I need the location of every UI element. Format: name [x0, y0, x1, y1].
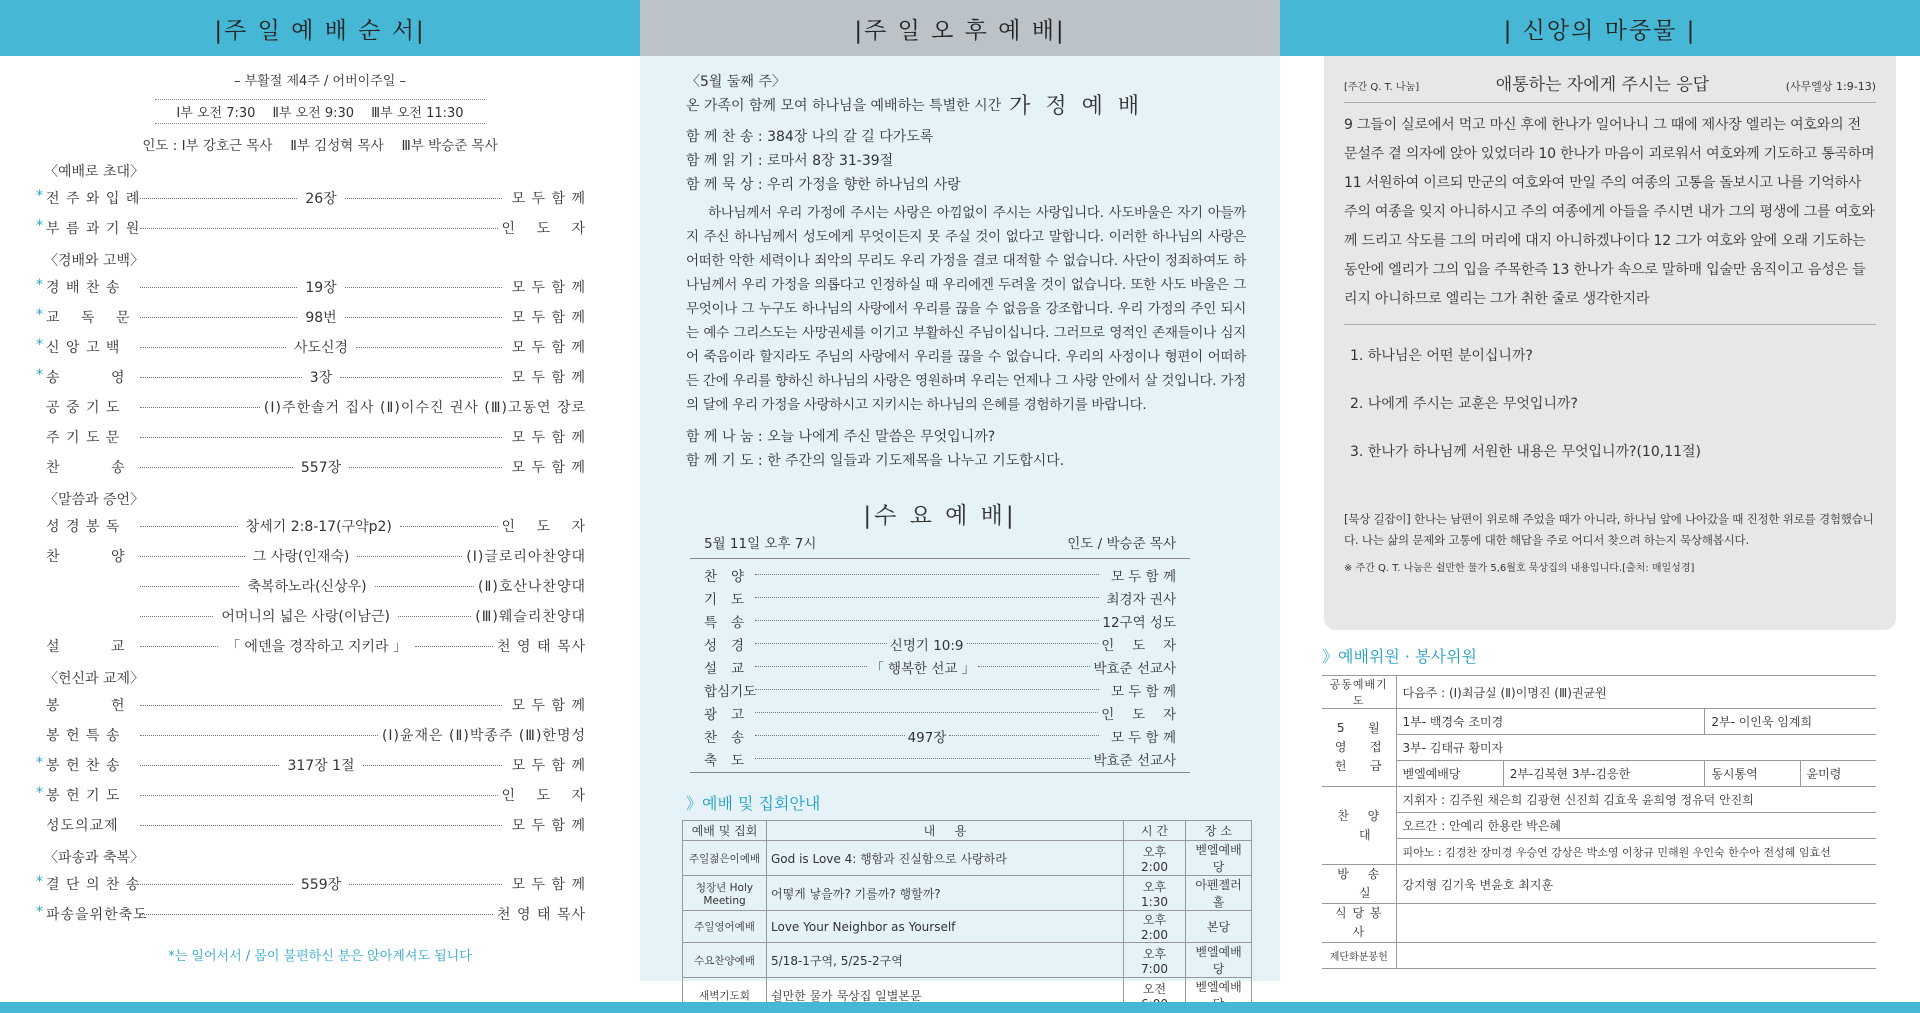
- broadcast-value: 강지형 김기욱 변윤호 최지훈: [1396, 865, 1876, 904]
- order-item-leader: 모 두 함 께: [511, 340, 587, 356]
- order-list: [0, 161, 640, 929]
- order-item-leader: 모 두 함 께: [511, 430, 586, 446]
- info-cell: 주일영어예배: [683, 911, 767, 943]
- order-item-name: * 봉 헌 찬 송: [36, 755, 136, 775]
- info-cell: 새벽기도회: [683, 978, 767, 1013]
- order-item-name: 봉 헌: [46, 698, 126, 714]
- info-cell: 벧엘예배당: [1186, 841, 1252, 876]
- prayer-value: 다음주 : (Ⅰ)최금실 (Ⅱ)이명진 (Ⅲ)권균원: [1396, 676, 1876, 709]
- info-cell: 오후 2:00: [1124, 911, 1186, 943]
- info-header-row: [683, 821, 1252, 841]
- order-item-name: 주 기 도 문: [46, 430, 121, 446]
- order-item-name: * 신 앙 고 백: [36, 337, 136, 357]
- order-row: [36, 452, 586, 482]
- service-committee-title: 》예배위원 · 봉사위원: [1322, 647, 1477, 666]
- order-row: [36, 601, 586, 631]
- qt-tag: [주간 Q. T. 나눔]: [1344, 82, 1420, 93]
- order-item-name: * 파송을위한축도: [36, 904, 136, 924]
- order-row: [36, 392, 586, 422]
- qt-reference: (사무엘상 1:9-13): [1785, 80, 1876, 93]
- prayer-label: 공동예배기도: [1322, 676, 1396, 709]
- table-row: [1322, 865, 1876, 904]
- info-row: [683, 943, 1252, 978]
- service-leaders: 인도 : Ⅰ부 강호근 목사 Ⅱ부 김성혁 목사 Ⅲ부 박승준 목사: [142, 138, 498, 154]
- info-cell: 벧엘예배당: [1186, 943, 1252, 978]
- wednesday-row: [690, 563, 1190, 586]
- choir-piano: 피아노 : 김경찬 장미경 우승연 강상은 박소영 이창규 민해원 우인숙 한수아 전성혜 임효선: [1396, 839, 1876, 865]
- order-item-leader: (Ⅰ)윤재은 (Ⅱ)박종주 (Ⅲ)한명성: [381, 728, 586, 744]
- order-item-name: 성도의교제: [46, 818, 119, 834]
- order-item-name: * 교 독 문: [36, 307, 136, 327]
- order-item-name: 성 경 봉 독: [46, 519, 121, 535]
- info-section-title: 》예배 및 집회안내: [686, 794, 821, 813]
- order-row: [36, 571, 586, 601]
- family-share: 함 께 나 눔 : 오늘 나에게 주신 말씀은 무엇입니까?: [686, 429, 996, 445]
- qt-box: [1324, 56, 1896, 630]
- family-meditation: 함 께 묵 상 : 우리 가정을 향한 하나님의 사랑: [686, 177, 961, 193]
- kitchen-label: 식 당 봉 사: [1322, 904, 1396, 943]
- order-row: [36, 541, 586, 571]
- column-afternoon: [640, 0, 1280, 1003]
- qt-question-3: 3. 한나가 하나님께 서원한 내용은 무엇입니까?(10,11절): [1350, 444, 1701, 460]
- order-item-detail: 317장 1절: [287, 758, 355, 774]
- family-prayer: 함 께 기 도 : 한 주간의 일들과 기도제목을 나누고 기도합시다.: [686, 453, 1065, 469]
- choir-label: 찬 양 대: [1322, 787, 1396, 865]
- order-item-name: * 송 영: [36, 367, 136, 387]
- wednesday-item-name: 기 도: [704, 591, 744, 608]
- greeter-1: 1부- 백경숙 조미경: [1396, 709, 1705, 735]
- order-row: [36, 213, 586, 243]
- info-cell: 오후 7:00: [1124, 943, 1186, 978]
- info-cell: 쉴만한 물가 묵상집 일별본문: [767, 978, 1124, 1013]
- wednesday-item-name: 광 고: [704, 706, 744, 723]
- wednesday-item-leader: 모 두 함 께: [1110, 729, 1176, 746]
- order-item-detail: 98번: [305, 310, 337, 326]
- order-item-name: 찬 송: [46, 460, 126, 476]
- info-header-cell: 내 용: [767, 821, 1124, 841]
- info-cell: 오전: [1124, 978, 1186, 1013]
- info-row: [683, 876, 1252, 911]
- qt-title: 애통하는 자에게 주시는 응답: [1495, 75, 1710, 95]
- order-item-leader: 모 두 함 께: [511, 460, 586, 476]
- wednesday-title: |수 요 예 배|: [863, 503, 1017, 529]
- order-row: [36, 332, 586, 362]
- info-cell: God is Love 4: 행함과 진실함으로 사랑하라: [767, 841, 1124, 876]
- greeter-3: 3부- 김태규 황미자: [1396, 735, 1876, 761]
- wednesday-row: [690, 655, 1190, 678]
- info-cell: 오후 2:00: [1124, 841, 1186, 876]
- order-section-title: 〈파송과 축복〉: [44, 850, 145, 866]
- wednesday-item-leader: 인 도 자: [1101, 637, 1177, 654]
- info-row: [683, 911, 1252, 943]
- info-cell: 본당: [1186, 911, 1252, 943]
- order-row: [36, 362, 586, 392]
- family-intro: 온 가족이 함께 모여 하나님을 예배하는 특별한 시간 가 정 예 배: [686, 94, 1144, 119]
- table-row: [1322, 813, 1876, 839]
- order-row: [36, 780, 586, 810]
- wednesday-row: [690, 678, 1190, 701]
- interpret-label: 동시통역: [1705, 761, 1800, 787]
- wednesday-row: [690, 609, 1190, 632]
- order-item-detail: 어머니의 넓은 사랑(이남근): [221, 609, 390, 625]
- wednesday-date: 5월 11일 오후 7시: [704, 536, 817, 552]
- wednesday-rows: [690, 559, 1190, 770]
- info-cell: 수요찬양예배: [683, 943, 767, 978]
- wednesday-item-name: 축 도: [704, 752, 744, 769]
- wednesday-item-name: 성 경: [704, 637, 744, 654]
- family-reading: 함 께 읽 기 : 로마서 8장 31-39절: [686, 153, 894, 169]
- qt-question-1: 1. 하나님은 어떤 분이십니까?: [1350, 348, 1533, 364]
- wednesday-row: [690, 586, 1190, 609]
- wednesday-item-name: 특 송: [704, 614, 744, 631]
- order-item-leader: 모 두 함 께: [511, 370, 586, 386]
- greeter-2: 2부- 이인욱 임계희: [1705, 709, 1876, 735]
- order-row: [36, 720, 586, 750]
- wednesday-row: [690, 632, 1190, 655]
- order-item-leader: 모 두 함 께: [511, 758, 587, 774]
- order-item-detail: 그 사랑(인재숙): [252, 549, 350, 565]
- order-section-title: 〈경배와 고백〉: [44, 253, 145, 269]
- order-item-leader: 천 영 태 목사: [497, 639, 586, 655]
- order-item-leader: (Ⅰ)주한솔거 집사 (Ⅱ)이수진 권사 (Ⅲ)고동연 장로: [263, 400, 586, 416]
- footer-bar: [0, 1002, 1920, 1013]
- wednesday-item-name: 찬 송: [704, 729, 744, 746]
- sunday-subtitle: – 부활절 제4주 / 어버이주일 –: [234, 74, 406, 89]
- choir-conductor: 지휘자 : 김주원 채은희 김광현 신진희 김효욱 윤희영 정유덕 안진희: [1396, 787, 1876, 813]
- table-row: [1322, 676, 1876, 709]
- info-row: [683, 841, 1252, 876]
- order-row: [36, 899, 586, 929]
- info-cell: 벧엘예배: [1186, 978, 1252, 1013]
- order-item-leader: (Ⅱ)호산나찬양대: [478, 579, 586, 595]
- service-times: Ⅰ부 오전 7:30 Ⅱ부 오전 9:30 Ⅲ부 오전 11:30: [155, 99, 485, 124]
- order-row: [36, 183, 586, 213]
- interpret-value: 윤미령: [1800, 761, 1876, 787]
- order-item-name: 찬 양: [46, 549, 126, 565]
- standing-note: *는 일어서서 / 몸이 불편하신 분은 앉아계셔도 됩니다: [168, 949, 472, 964]
- info-cell: 5/18-1구역, 5/25-2구역: [767, 943, 1124, 978]
- order-item-name: * 결 단 의 찬 송: [36, 874, 136, 894]
- family-hymn: 함 께 찬 송 : 384장 나의 갈 길 다가도록: [686, 129, 934, 145]
- order-row: [36, 272, 586, 302]
- info-header-cell: 장 소: [1186, 821, 1252, 841]
- wednesday-item-leader: 인 도 자: [1101, 706, 1176, 723]
- table-row: [1322, 709, 1876, 735]
- altar-flower-label: 제단화분봉헌: [1322, 943, 1396, 969]
- qt-body: 9 그들이 실로에서 먹고 마신 후에 한나가 일어나니 그 때에 제사장 엘리는 여호와의 전 문설주 곁 의자에 앉아 있었더라 10 한나가 마음이 괴로워서 여호와께 기도하고 통곡하며 11 서원하여 이르되 만군의 여호와여 만일 주의 여종의 고통을 돌보시고 나를 기억하사 주의 여종을 잊지 아니하시고 주의 여종에게 아들을 주시면 내가 그의 평생에 그를 여호와께 드리고 삭도를 그의 머리에 대지 아니하겠나이다 12 그가 여호와 앞에 오래 기도하는 동안에 엘리가 그의 입을 주목한즉 13 한나가 속으로 말하매 입술만 움직이고 음성은 들리지 아니하므로 엘리는 그가 취한 줄로 생각한지라: [1344, 111, 1876, 325]
- wednesday-item-name: 찬 양: [704, 568, 744, 585]
- choir-organ: 오르간 : 안예리 한용란 박은혜: [1396, 813, 1876, 839]
- order-item-leader: 천 영 태 목사: [497, 907, 586, 923]
- order-item-name: * 경 배 찬 송: [36, 277, 136, 297]
- order-item-name: 설 교: [46, 639, 126, 655]
- order-item-leader: 인 도 자: [501, 519, 587, 535]
- order-row: [36, 810, 586, 840]
- bethel-value: 2부-김복현 3부-김응한: [1503, 761, 1705, 787]
- order-item-leader: 모 두 함 께: [511, 877, 586, 893]
- order-item-leader: 모 두 함 께: [511, 280, 586, 296]
- wednesday-leader: 인도 / 박승준 목사: [1067, 536, 1176, 552]
- qt-header: [1344, 70, 1876, 103]
- greeter-label: 5 월 영 접 헌 금: [1322, 709, 1396, 787]
- table-row: [1322, 904, 1876, 943]
- order-item-leader: 인 도 자: [501, 221, 586, 237]
- column-sunday-order: [0, 0, 640, 981]
- info-cell: 아펜젤러홀: [1186, 876, 1252, 911]
- order-item-detail: 3장: [309, 370, 333, 386]
- order-item-leader: (Ⅲ)웨슬리찬양대: [475, 609, 587, 625]
- order-item-leader: 모 두 함 께: [511, 310, 586, 326]
- table-row: [1322, 761, 1876, 787]
- order-item-detail: 19장: [305, 280, 337, 296]
- order-item-detail: 창세기 2:8-17(구약p2): [245, 519, 392, 535]
- order-item-detail: 26장: [305, 191, 337, 207]
- family-worship-title: 가 정 예 배: [1009, 94, 1144, 119]
- table-row: [1322, 787, 1876, 813]
- altar-flower-value: [1396, 943, 1876, 969]
- wednesday-item-leader: 모 두 함 께: [1110, 683, 1176, 700]
- table-row: [1322, 943, 1876, 969]
- faith-title: | 신앙의 마중물 |: [1280, 0, 1920, 56]
- order-row: [36, 302, 586, 332]
- week-label: 〈5월 둘째 주〉: [686, 74, 786, 90]
- order-item-detail: 557장: [300, 460, 342, 476]
- table-row: [1322, 735, 1876, 761]
- order-item-leader: 인 도 자: [501, 788, 586, 804]
- info-header-cell: 시 간: [1124, 821, 1186, 841]
- meditation-guide: [묵상 길잡이] 한나는 남편이 위로해 주었을 때가 아니라, 하나님 앞에 나아갔을 때 진정한 위로를 경험했습니다. 나는 삶의 문제와 고통에 대한 해답을 주로 어디서 찾으려 하는지 묵상해봅시다.: [1344, 512, 1874, 547]
- order-item-detail: 「 에덴을 경작하고 지키라 」: [225, 639, 408, 655]
- order-item-leader: 모 두 함 께: [511, 191, 586, 207]
- order-item-name: * 봉 헌 기 도: [36, 785, 136, 805]
- service-committee-table: [1322, 675, 1876, 969]
- order-section-title: 〈말씀과 증언〉: [44, 492, 145, 508]
- wednesday-item-leader: 모 두 함 께: [1110, 568, 1176, 585]
- info-cell: 어떻게 낳을까? 기를까? 행할까?: [767, 876, 1124, 911]
- broadcast-label: 방 송 실: [1322, 865, 1396, 904]
- order-item-detail: 559장: [300, 877, 342, 893]
- order-section-title: 〈예배로 초대〉: [44, 164, 145, 180]
- wednesday-row: [690, 747, 1190, 770]
- order-row: [36, 690, 586, 720]
- wednesday-service: [690, 497, 1190, 773]
- order-row: [36, 422, 586, 452]
- order-item-leader: (Ⅰ)글로리아찬양대: [466, 549, 587, 565]
- info-table: [682, 820, 1252, 1013]
- wednesday-item-leader: 박효준 선교사: [1093, 660, 1177, 677]
- wednesday-item-leader: 박효준 선교사: [1093, 752, 1176, 769]
- bethel-label: 벧엘예배당: [1396, 761, 1503, 787]
- family-body: 하나님께서 우리 가정에 주시는 사랑은 아낌없이 주시는 사랑입니다. 사도바울은 자기 아들까지 주신 하나님께서 성도에게 무엇이든지 못 주실 것이 없다고 말합니다. 이러한 하나님의 사랑은 어떠한 악한 세력이나 죄악의 무리도 우리 가정을 결코 대적할 수 없습니다. 사단이 정죄하여도 하나님께서 우리 가정을 의롭다고 인정하실 때 우리에겐 두려울 것이 없습니다. 또한 사도 바울은 그 무엇이나 그 누구도 하나님의 사랑에서 우리를 끊을 수 없음을 강조합니다. 우리 가정의 주인 되시는 예수 그리스도는 사망권세를 이기고 부활하신 주님이십니다. 그러므로 영적인 존재들이나 심지어 죽음이라 할지라도 주님의 사랑에서 우리를 끊을 수 없습니다. 우리의 사정이나 형편이 어떠하든 간에 우리를 향하신 하나님의 사랑은 영원하며 우리는 언제나 그 사랑 안에서 살 것입니다. 가정의 달에 우리 가정을 사랑하시고 지키시는 하나님의 은혜를 경험하기를 바랍니다.: [686, 205, 1246, 413]
- info-header-cell: 예배 및 집회: [683, 821, 767, 841]
- wednesday-item-name: 설 교: [704, 660, 744, 677]
- order-section-title: 〈헌신과 교제〉: [44, 671, 145, 687]
- order-item-detail: 축복하노라(신상우): [247, 579, 367, 595]
- wednesday-item-name: 합심기도: [704, 683, 757, 700]
- wednesday-item-leader: 최경자 권사: [1106, 591, 1176, 608]
- order-item-name: * 전 주 와 입 례: [36, 188, 136, 208]
- order-row: [36, 511, 586, 541]
- info-cell: 청장년 Holy Meeting: [683, 876, 767, 911]
- order-item-leader: 모 두 함 께: [511, 818, 586, 834]
- order-row: [36, 869, 586, 899]
- info-cell: 오후 1:30: [1124, 876, 1186, 911]
- order-row: [36, 631, 586, 661]
- info-cell: Love Your Neighbor as Yourself: [767, 911, 1124, 943]
- info-cell: 주일젊은이예배: [683, 841, 767, 876]
- sunday-order-title: |주 일 예 배 순 서|: [0, 0, 640, 56]
- column-faith: [1280, 0, 1920, 981]
- order-item-leader: 모 두 함 께: [511, 698, 586, 714]
- wednesday-item-detail: 신명기 10:9: [889, 637, 964, 654]
- wednesday-row: [690, 701, 1190, 724]
- order-row: [36, 750, 586, 780]
- table-row: [1322, 839, 1876, 865]
- order-item-name: * 부 름 과 기 원: [36, 218, 136, 238]
- qt-source-note: ※ 주간 Q. T. 나눔은 쉴만한 물가 5,6월호 묵상집의 내용입니다.[출처: 매일성경]: [1344, 563, 1695, 574]
- wednesday-item-leader: 12구역 성도: [1102, 614, 1176, 631]
- kitchen-value: [1396, 904, 1876, 943]
- wednesday-row: [690, 724, 1190, 747]
- wednesday-item-detail: 「 행복한 선교 」: [870, 660, 976, 677]
- qt-question-2: 2. 나에게 주시는 교훈은 무엇입니까?: [1350, 396, 1578, 412]
- afternoon-title: |주 일 오 후 예 배|: [640, 0, 1280, 56]
- wednesday-header: [690, 532, 1190, 559]
- order-item-name: 공 중 기 도: [46, 400, 121, 416]
- order-item-name: 봉 헌 특 송: [46, 728, 121, 744]
- order-item-detail: 사도신경: [293, 340, 349, 356]
- wednesday-item-detail: 497장: [907, 729, 947, 746]
